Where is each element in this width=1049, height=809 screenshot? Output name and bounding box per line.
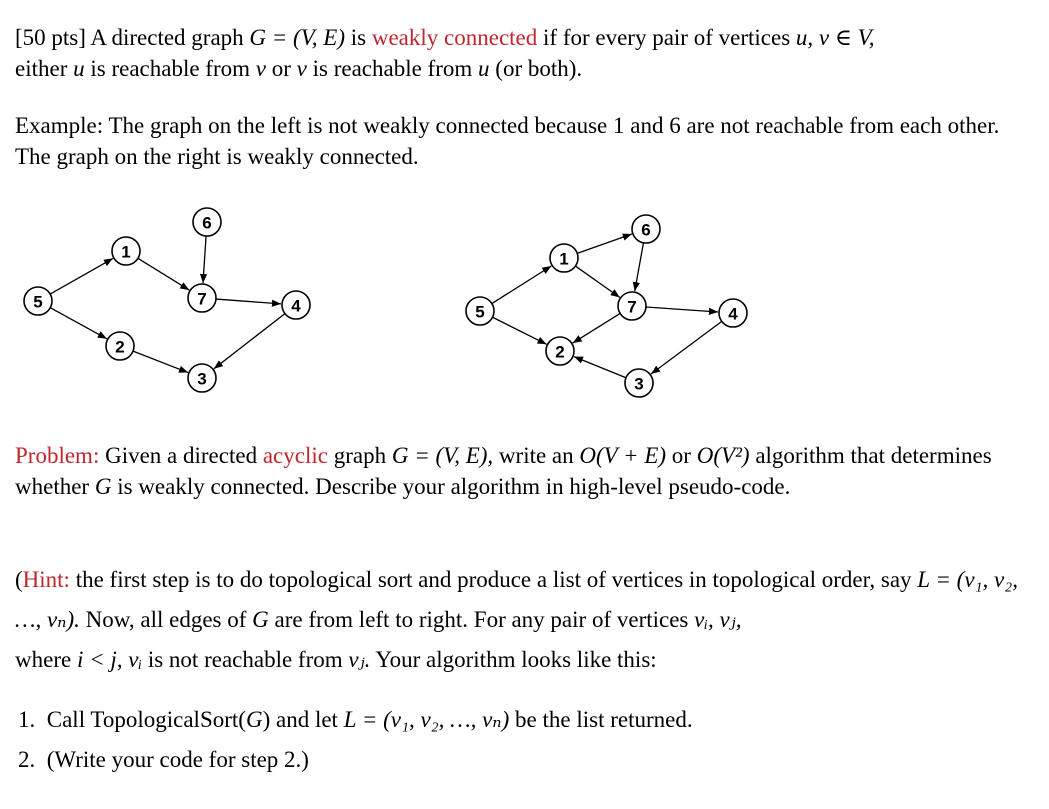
complexity-quadratic: O(V²) bbox=[696, 443, 750, 468]
step-2: 2. (Write your code for step 2.) bbox=[18, 747, 309, 772]
left-edge-2-3 bbox=[133, 351, 188, 372]
left-node-5 bbox=[24, 287, 52, 315]
graph-math: G = (V, E) bbox=[249, 25, 346, 50]
right-edge-7-2 bbox=[573, 313, 620, 343]
svg-text:1: 1 bbox=[121, 242, 131, 262]
left-node-7 bbox=[188, 284, 216, 312]
right-node-2 bbox=[546, 337, 574, 365]
right-node-1 bbox=[550, 244, 578, 272]
right-graph bbox=[460, 205, 780, 405]
svg-text:7: 7 bbox=[197, 289, 207, 309]
definition-paragraph: [50 pts] A directed graph G = (V, E) is weakly connected if for every pair of vertices u, v ∈ V, either u is reachable from v or v is reachable from u (or both). bbox=[15, 25, 875, 81]
right-node-6 bbox=[632, 215, 660, 243]
right-node-4 bbox=[719, 299, 747, 327]
right-edge-7-4 bbox=[646, 307, 718, 312]
svg-text:7: 7 bbox=[627, 297, 637, 317]
svg-text:4: 4 bbox=[728, 304, 738, 324]
left-edge-5-2 bbox=[50, 308, 107, 339]
svg-text:1: 1 bbox=[559, 249, 569, 269]
svg-text:2: 2 bbox=[555, 342, 565, 362]
svg-text:5: 5 bbox=[33, 292, 43, 312]
term-weakly-connected: weakly connected bbox=[371, 25, 538, 50]
svg-text:5: 5 bbox=[475, 302, 485, 322]
left-node-3 bbox=[188, 364, 216, 392]
right-edge-4-3 bbox=[651, 321, 722, 374]
svg-text:2: 2 bbox=[115, 337, 125, 357]
left-edge-4-3 bbox=[214, 314, 285, 369]
svg-text:4: 4 bbox=[291, 296, 301, 316]
example-paragraph: Example: The graph on the left is not weakly connected because 1 and 6 are not reachable from each other. The graph on the right is weakly connected. bbox=[15, 113, 1000, 169]
hint-label: Hint: bbox=[22, 567, 70, 592]
right-edge-1-6 bbox=[577, 234, 632, 253]
step-1: 1. Call TopologicalSort(G) and let L = (v₁, v₂, …, vₙ) be the list returned. bbox=[18, 707, 693, 732]
problem-label: Problem: bbox=[15, 443, 100, 468]
svg-text:6: 6 bbox=[202, 213, 212, 233]
right-edge-3-2 bbox=[574, 357, 626, 378]
problem-paragraph: Problem: Given a directed acyclic graph G = (V, E), write an O(V + E) or O(V²) algorithm that determines whether G is weakly connected. Describe your algorithm in high-level pseudo-code. bbox=[15, 443, 992, 499]
left-edge-5-1 bbox=[50, 258, 113, 294]
left-edge-6-7 bbox=[203, 236, 206, 283]
left-node-6 bbox=[193, 208, 221, 236]
right-edge-5-1 bbox=[492, 266, 551, 304]
svg-text:3: 3 bbox=[634, 374, 644, 394]
points-label: [50 pts] A directed graph bbox=[15, 25, 250, 50]
right-node-3 bbox=[625, 369, 653, 397]
left-node-4 bbox=[282, 291, 310, 319]
left-node-2 bbox=[106, 332, 134, 360]
left-edge-7-4 bbox=[216, 299, 281, 304]
term-acyclic: acyclic bbox=[262, 443, 328, 468]
svg-text:6: 6 bbox=[641, 220, 651, 240]
right-node-7 bbox=[618, 292, 646, 320]
hint-paragraph: (Hint: the first step is to do topological sort and produce a list of vertices in topological order, say L = (v₁, v₂, …, vₙ). Now, all edges of G are from left to right. For any pair of vertices vᵢ, vⱼ, where i < j, vᵢ is not reachable from vⱼ. Your algorithm looks like this: bbox=[15, 567, 1018, 672]
right-edge-5-2 bbox=[493, 317, 547, 344]
complexity-linear: O(V + E) bbox=[579, 443, 667, 468]
svg-text:3: 3 bbox=[197, 369, 207, 389]
left-graph bbox=[20, 205, 360, 405]
right-node-5 bbox=[466, 297, 494, 325]
right-edge-1-7 bbox=[575, 266, 619, 297]
left-node-1 bbox=[112, 237, 140, 265]
left-edge-1-7 bbox=[138, 258, 189, 290]
right-edge-6-7 bbox=[635, 243, 644, 291]
